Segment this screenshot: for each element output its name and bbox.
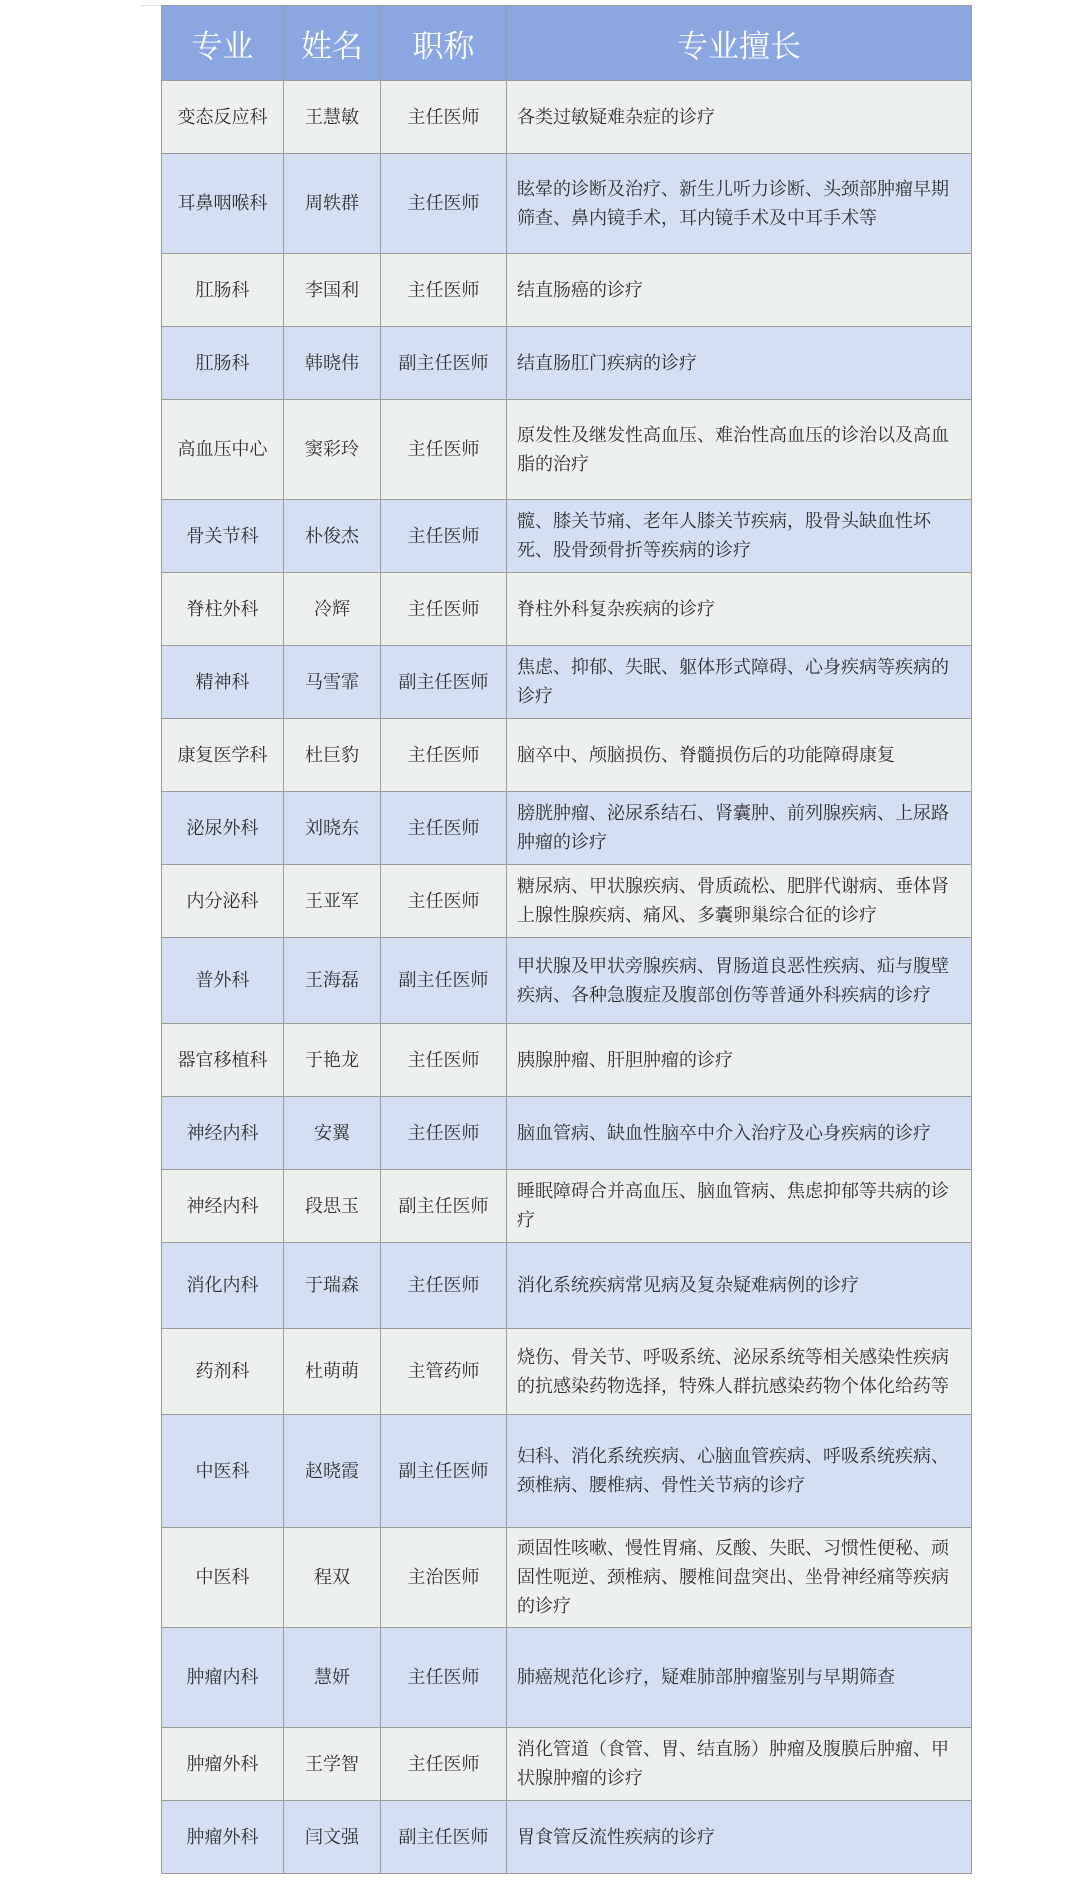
- table-row: [162, 1329, 972, 1415]
- cell-doctor-name: 杜巨豹: [284, 719, 381, 792]
- table-row: [162, 938, 972, 1024]
- cell-job-title: 副主任医师: [381, 327, 507, 400]
- cell-department: 内分泌科: [162, 865, 284, 938]
- table-row: [162, 1415, 972, 1528]
- cell-expertise: 胃食管反流性疾病的诊疗: [507, 1801, 972, 1874]
- doctor-specialty-table: [161, 5, 972, 1874]
- table-header-row: [162, 6, 972, 81]
- cell-job-title: 主任医师: [381, 1728, 507, 1801]
- cell-job-title: 副主任医师: [381, 1170, 507, 1243]
- cell-doctor-name: 马雪霏: [284, 646, 381, 719]
- cell-department: 脊柱外科: [162, 573, 284, 646]
- cell-doctor-name: 于艳龙: [284, 1024, 381, 1097]
- cell-expertise: 结直肠癌的诊疗: [507, 254, 972, 327]
- cell-department: 康复医学科: [162, 719, 284, 792]
- cell-doctor-name: 于瑞森: [284, 1243, 381, 1329]
- cell-job-title: 副主任医师: [381, 1801, 507, 1874]
- cell-doctor-name: 刘晓东: [284, 792, 381, 865]
- table-row: [162, 1728, 972, 1801]
- cell-doctor-name: 冷辉: [284, 573, 381, 646]
- cell-expertise: 脑血管病、缺血性脑卒中介入治疗及心身疾病的诊疗: [507, 1097, 972, 1170]
- cell-job-title: 主任医师: [381, 792, 507, 865]
- cell-expertise: 睡眠障碍合并高血压、脑血管病、焦虑抑郁等共病的诊疗: [507, 1170, 972, 1243]
- cell-expertise: 甲状腺及甲状旁腺疾病、胃肠道良恶性疾病、疝与腹壁疾病、各种急腹症及腹部创伤等普通外科疾病的诊疗: [507, 938, 972, 1024]
- cell-job-title: 副主任医师: [381, 938, 507, 1024]
- table-body: [162, 81, 972, 1874]
- cell-job-title: 主任医师: [381, 1628, 507, 1728]
- table-row: [162, 1628, 972, 1728]
- table-row: [162, 500, 972, 573]
- cell-job-title: 主任医师: [381, 865, 507, 938]
- cell-job-title: 主任医师: [381, 1243, 507, 1329]
- header-name: 姓名: [284, 6, 381, 81]
- cell-expertise: 原发性及继发性高血压、难治性高血压的诊治以及高血脂的治疗: [507, 400, 972, 500]
- cell-job-title: 主任医师: [381, 254, 507, 327]
- cell-department: 高血压中心: [162, 400, 284, 500]
- cell-job-title: 主任医师: [381, 719, 507, 792]
- cell-expertise: 顽固性咳嗽、慢性胃痛、反酸、失眠、习惯性便秘、顽固性呃逆、颈椎病、腰椎间盘突出、坐骨神经痛等疾病的诊疗: [507, 1528, 972, 1628]
- cell-doctor-name: 王亚军: [284, 865, 381, 938]
- cell-department: 骨关节科: [162, 500, 284, 573]
- cell-department: 中医科: [162, 1415, 284, 1528]
- cell-doctor-name: 王海磊: [284, 938, 381, 1024]
- table-row: [162, 792, 972, 865]
- cell-doctor-name: 王慧敏: [284, 81, 381, 154]
- cell-job-title: 主任医师: [381, 573, 507, 646]
- cell-doctor-name: 闫文强: [284, 1801, 381, 1874]
- cell-department: 肛肠科: [162, 254, 284, 327]
- cell-expertise: 糖尿病、甲状腺疾病、骨质疏松、肥胖代谢病、垂体肾上腺性腺疾病、痛风、多囊卵巢综合征的诊疗: [507, 865, 972, 938]
- table-row: [162, 1024, 972, 1097]
- doctor-table-container: [161, 5, 971, 1874]
- cell-expertise: 结直肠肛门疾病的诊疗: [507, 327, 972, 400]
- cell-expertise: 消化系统疾病常见病及复杂疑难病例的诊疗: [507, 1243, 972, 1329]
- cell-doctor-name: 韩晓伟: [284, 327, 381, 400]
- cell-job-title: 主治医师: [381, 1528, 507, 1628]
- cell-department: 肿瘤外科: [162, 1801, 284, 1874]
- cell-doctor-name: 杜萌萌: [284, 1329, 381, 1415]
- cell-doctor-name: 朴俊杰: [284, 500, 381, 573]
- cell-expertise: 烧伤、骨关节、呼吸系统、泌尿系统等相关感染性疾病的抗感染药物选择，特殊人群抗感染药物个体化给药等: [507, 1329, 972, 1415]
- cell-expertise: 肺癌规范化诊疗，疑难肺部肿瘤鉴别与早期筛查: [507, 1628, 972, 1728]
- cell-doctor-name: 慧妍: [284, 1628, 381, 1728]
- cell-department: 肿瘤外科: [162, 1728, 284, 1801]
- cell-expertise: 脊柱外科复杂疾病的诊疗: [507, 573, 972, 646]
- cell-department: 药剂科: [162, 1329, 284, 1415]
- cell-doctor-name: 安翼: [284, 1097, 381, 1170]
- table-row: [162, 327, 972, 400]
- cell-department: 普外科: [162, 938, 284, 1024]
- cell-department: 耳鼻咽喉科: [162, 154, 284, 254]
- cell-job-title: 主任医师: [381, 500, 507, 573]
- cell-expertise: 膀胱肿瘤、泌尿系结石、肾囊肿、前列腺疾病、上尿路肿瘤的诊疗: [507, 792, 972, 865]
- cell-expertise: 消化管道（食管、胃、结直肠）肿瘤及腹膜后肿瘤、甲状腺肿瘤的诊疗: [507, 1728, 972, 1801]
- cell-expertise: 胰腺肿瘤、肝胆肿瘤的诊疗: [507, 1024, 972, 1097]
- cell-job-title: 主任医师: [381, 1097, 507, 1170]
- table-row: [162, 646, 972, 719]
- table-row: [162, 1528, 972, 1628]
- cell-department: 神经内科: [162, 1097, 284, 1170]
- cell-department: 泌尿外科: [162, 792, 284, 865]
- cell-doctor-name: 李国利: [284, 254, 381, 327]
- cell-expertise: 脑卒中、颅脑损伤、脊髓损伤后的功能障碍康复: [507, 719, 972, 792]
- table-row: [162, 1170, 972, 1243]
- cell-department: 变态反应科: [162, 81, 284, 154]
- header-expertise: 专业擅长: [507, 6, 972, 81]
- cell-doctor-name: 程双: [284, 1528, 381, 1628]
- table-row: [162, 1243, 972, 1329]
- table-row: [162, 1801, 972, 1874]
- cell-job-title: 主任医师: [381, 400, 507, 500]
- table-row: [162, 154, 972, 254]
- table-row: [162, 400, 972, 500]
- table-row: [162, 1097, 972, 1170]
- cell-department: 肛肠科: [162, 327, 284, 400]
- cell-department: 肿瘤内科: [162, 1628, 284, 1728]
- cell-job-title: 主管药师: [381, 1329, 507, 1415]
- cell-department: 精神科: [162, 646, 284, 719]
- cell-expertise: 焦虑、抑郁、失眠、躯体形式障碍、心身疾病等疾病的诊疗: [507, 646, 972, 719]
- cell-department: 器官移植科: [162, 1024, 284, 1097]
- cell-department: 中医科: [162, 1528, 284, 1628]
- cell-expertise: 妇科、消化系统疾病、心脑血管疾病、呼吸系统疾病、颈椎病、腰椎病、骨性关节病的诊疗: [507, 1415, 972, 1528]
- table-row: [162, 573, 972, 646]
- cell-doctor-name: 窦彩玲: [284, 400, 381, 500]
- cell-job-title: 主任医师: [381, 1024, 507, 1097]
- table-row: [162, 865, 972, 938]
- cell-expertise: 各类过敏疑难杂症的诊疗: [507, 81, 972, 154]
- table-row: [162, 81, 972, 154]
- cell-expertise: 眩晕的诊断及治疗、新生儿听力诊断、头颈部肿瘤早期筛查、鼻内镜手术，耳内镜手术及中耳手术等: [507, 154, 972, 254]
- cell-job-title: 主任医师: [381, 154, 507, 254]
- cell-job-title: 主任医师: [381, 81, 507, 154]
- cell-doctor-name: 周轶群: [284, 154, 381, 254]
- cell-department: 消化内科: [162, 1243, 284, 1329]
- cell-expertise: 髋、膝关节痛、老年人膝关节疾病，股骨头缺血性坏死、股骨颈骨折等疾病的诊疗: [507, 500, 972, 573]
- cell-job-title: 副主任医师: [381, 646, 507, 719]
- table-row: [162, 254, 972, 327]
- table-row: [162, 719, 972, 792]
- cell-department: 神经内科: [162, 1170, 284, 1243]
- cell-doctor-name: 王学智: [284, 1728, 381, 1801]
- cell-doctor-name: 赵晓霞: [284, 1415, 381, 1528]
- header-title: 职称: [381, 6, 507, 81]
- cell-doctor-name: 段思玉: [284, 1170, 381, 1243]
- header-specialty-dept: 专业: [162, 6, 284, 81]
- cell-job-title: 副主任医师: [381, 1415, 507, 1528]
